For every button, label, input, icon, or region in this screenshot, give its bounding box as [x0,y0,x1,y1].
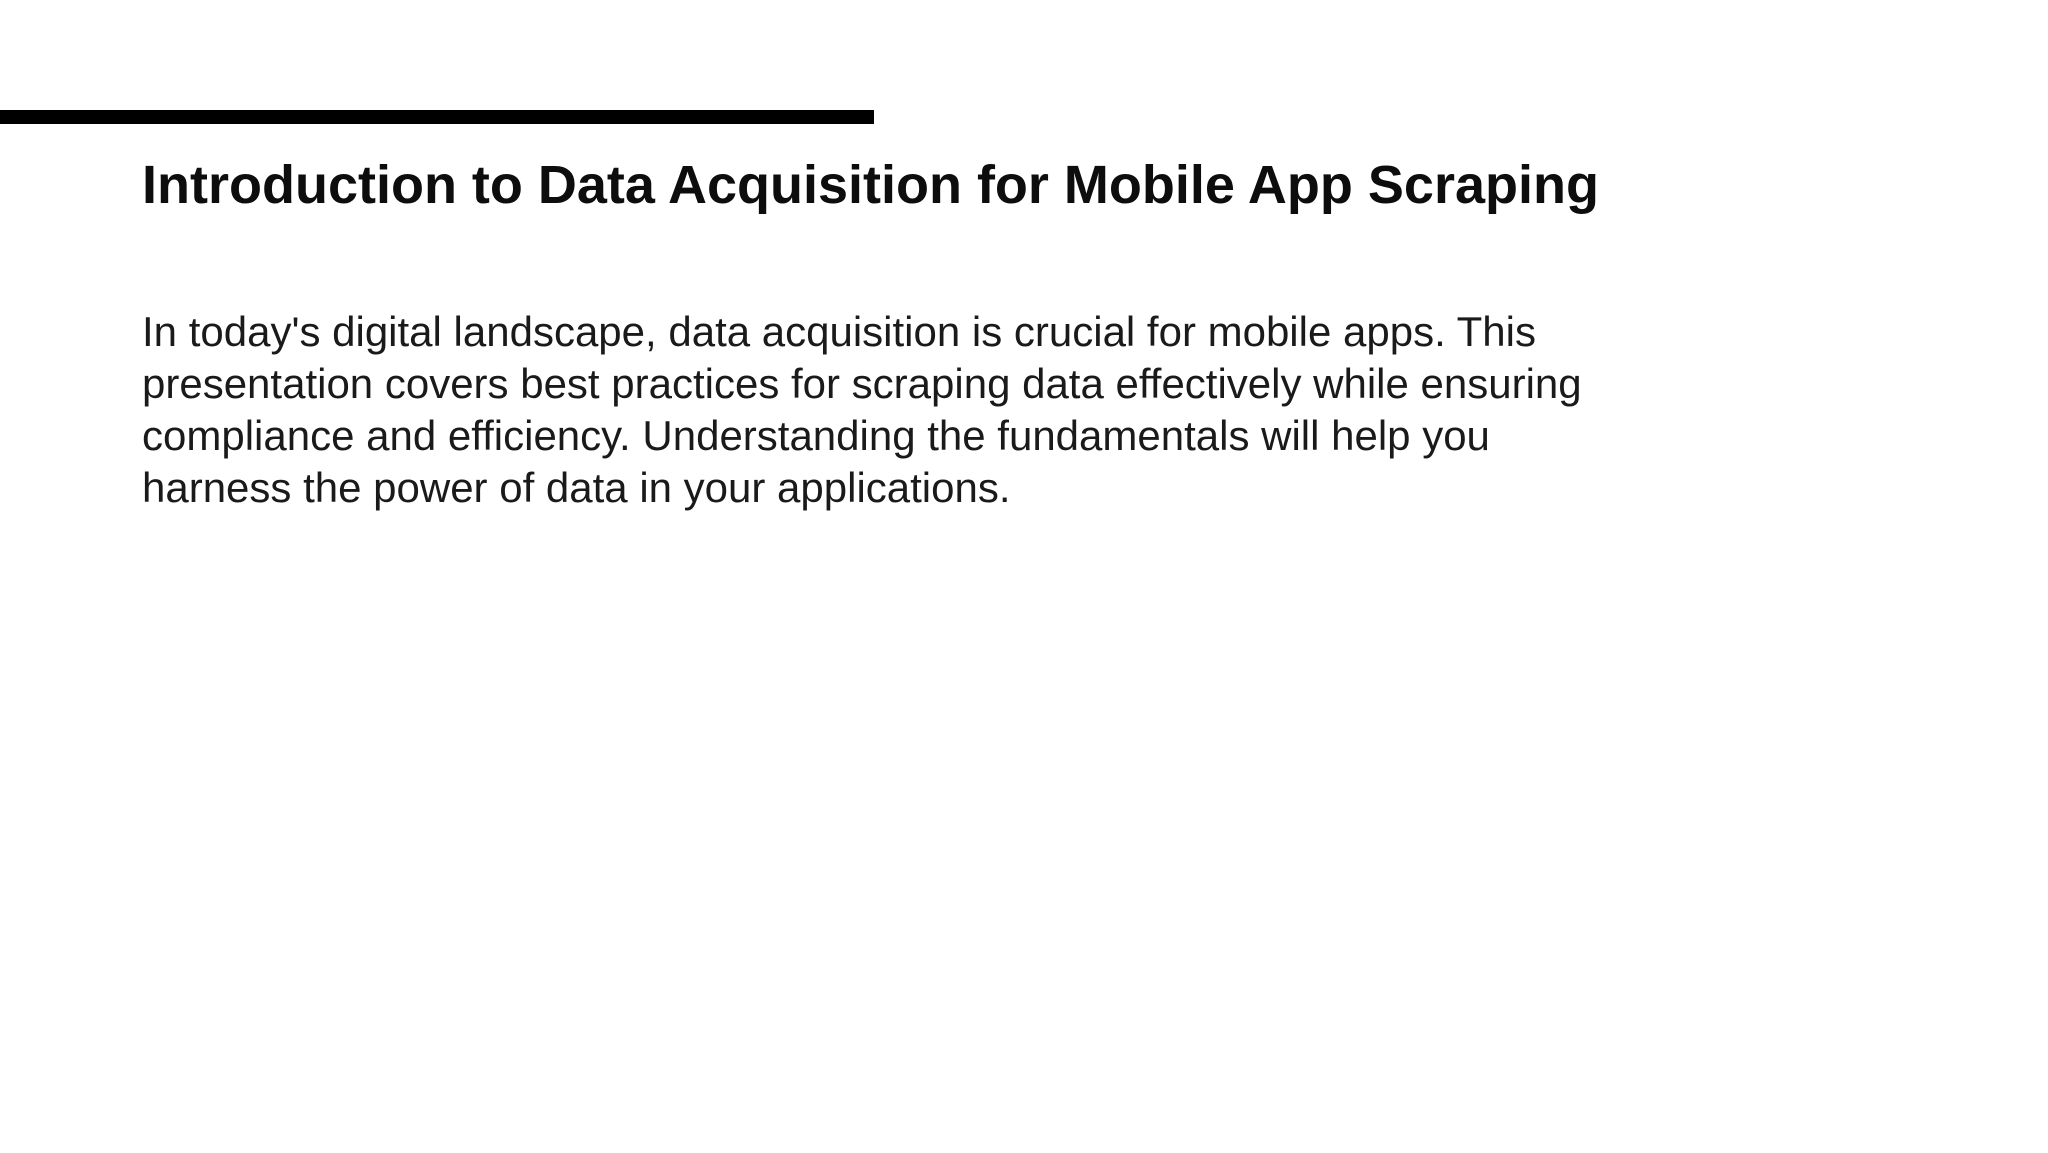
body-line: compliance and efficiency. Understanding the fundamentals will help you [142,412,1490,459]
body-line: harness the power of data in your applications. [142,464,1011,511]
slide-title: Introduction to Data Acquisition for Mobile App Scraping [142,155,1599,215]
slide-body-text [142,306,1842,514]
body-line: presentation covers best practices for scraping data effectively while ensuring [142,360,1582,407]
body-line: In today's digital landscape, data acquisition is crucial for mobile apps. This [142,308,1536,355]
accent-bar [0,110,874,124]
